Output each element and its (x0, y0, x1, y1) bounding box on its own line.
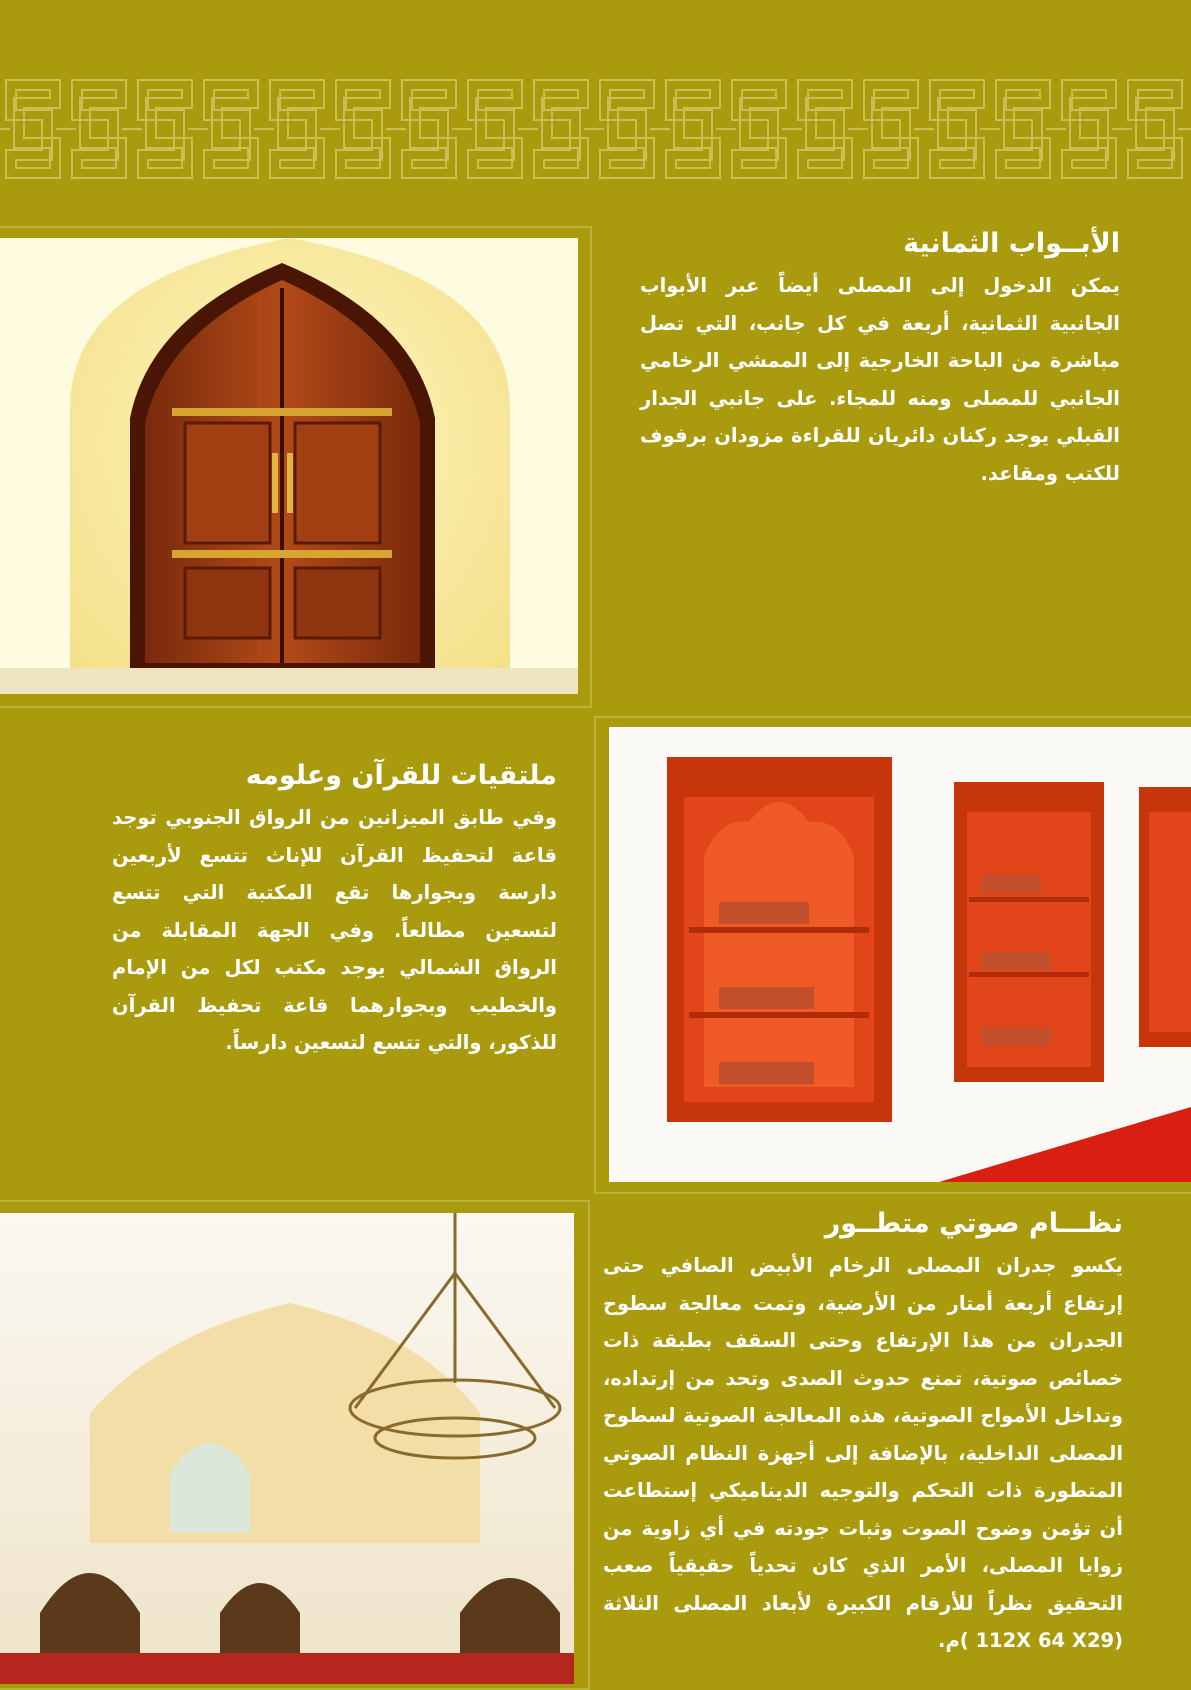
sound-title: نظـــام صوتي متطــور (824, 1208, 1123, 1239)
prayer-hall-chandelier-image (0, 1213, 574, 1684)
decorative-pattern-band (0, 68, 1191, 190)
quran-text-block (112, 760, 557, 1062)
doors-text-block (640, 228, 1120, 492)
doors-title: الأبــواب الثمانية (903, 228, 1120, 259)
bookshelves-image (609, 727, 1191, 1182)
quran-title: ملتقيات للقرآن وعلومه (245, 760, 557, 791)
sound-text-block (603, 1208, 1123, 1660)
sound-body: يكسو جدران المصلى الرخام الأبيض الصافي حتى إرتفاع أربعة أمتار من الأرضية، وتمت معالجة سطوح الجدران من هذا الإرتفاع وحتى السقف بطبقة ذات خصائص صوتية، تمنع حدوث الصدى وتحد من إرتداده، وتداخل الأمواج الصوتية، هذه المعالجة الصوتية لسطوح المصلى الداخلية، بالإضافة إلى أجهزة النظام الصوتي المتطورة ذات التحكم والتوجيه الديناميكي إستطاعت أن تؤمن وضوح الصوت وثبات جودته في أي زاوية من زوايا المصلى، الأمر الذي كان تحدياً حقيقياً صعب التحقيق نظراً للأرقام الكبيرة لأبعاد المصلى الثلاثة (112X 64 X29 )م. (603, 1254, 1123, 1652)
doors-body: يمكن الدخول إلى المصلى أيضاً عبر الأبواب الجانبية الثمانية، أربعة في كل جانب، التي تصل مباشرة من الباحة الخارجية إلى الممشي الرخامي الجانبي للمصلى ومنه للمجاء. على جانبي الجدار القبلي يوجد ركنان دائريان للقراءة مزودان برفوف للكتب ومقاعد. (640, 274, 1120, 485)
carved-wooden-door-image (0, 238, 578, 694)
quran-body: وفي طابق الميزانين من الرواق الجنوبي توجد قاعة لتحفيظ القرآن للإناث تتسع لأربعين دارسة وبجوارها تقع المكتبة التي تتسع لتسعين مطالعاً. وفي الجهة المقابلة من الرواق الشمالي يوجد مكتب لكل من الإمام والخطيب وبجوارهما قاعة تحفيظ القرآن للذكور، والتي تتسع لتسعين دارساً. (112, 806, 557, 1054)
